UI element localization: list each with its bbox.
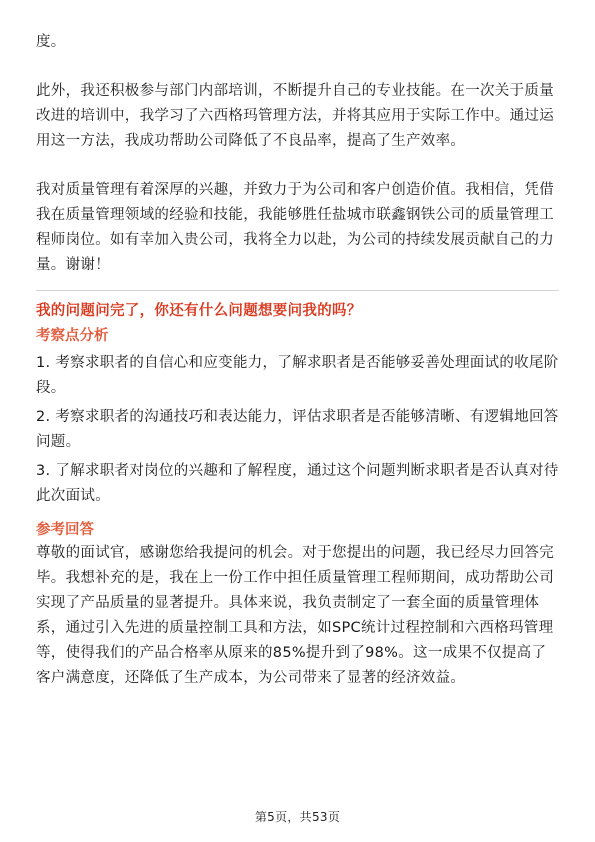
- answer-heading: 参考回答: [36, 522, 94, 538]
- paragraph-interest: 我对质量管理有着深厚的兴趣，并致力于为公司和客户创造价值。我相信，凭借我在质量管理领域的经验和技能，我能够胜任盐城市联鑫钢铁公司的质量管理工程师岗位。如有幸加入贵公司，我将全力以赴，为公司的持续发展贡献自己的力量。谢谢！: [36, 182, 554, 273]
- section-divider: [36, 290, 559, 291]
- document-page: [36, 30, 559, 691]
- answer-text: 尊敬的面试官，感谢您给我提问的机会。对于您提出的问题，我已经尽力回答完毕。我想补充的是，我在上一份工作中担任质量管理工程师期间，成功帮助公司实现了产品质量的显著提升。具体来说，我负责制定了一套全面的质量管理体系，通过引入先进的质量控制工具和方法，如SPC统计过程控制和六西格玛管理等，使得我们的产品合格率从原来的85%提升到了98%。这一成果不仅提高了客户满意度，还降低了生产成本，为公司带来了显著的经济效益。: [36, 545, 554, 686]
- question-title: 我的问题问完了，你还有什么问题想要问我的吗？: [36, 303, 362, 319]
- analysis-item-2: 2. 考察求职者的沟通技巧和表达能力，评估求职者是否能够清晰、有逻辑地回答问题。: [36, 409, 559, 450]
- analysis-heading: 考察点分析: [36, 328, 109, 344]
- analysis-item-3: 3. 了解求职者对岗位的兴趣和了解程度，通过这个问题判断求职者是否认真对待此次面试。: [36, 463, 559, 504]
- continuation-text: 度。: [36, 34, 66, 50]
- analysis-item-1: 1. 考察求职者的自信心和应变能力，了解求职者是否能够妥善处理面试的收尾阶段。: [36, 355, 559, 396]
- paragraph-training: 此外，我还积极参与部门内部培训，不断提升自己的专业技能。在一次关于质量改进的培训中，我学习了六西格玛管理方法，并将其应用于实际工作中。通过运用这一方法，我成功帮助公司降低了不良品率，提高了生产效率。: [36, 83, 554, 149]
- page-number: 第5页，共53页: [254, 810, 341, 824]
